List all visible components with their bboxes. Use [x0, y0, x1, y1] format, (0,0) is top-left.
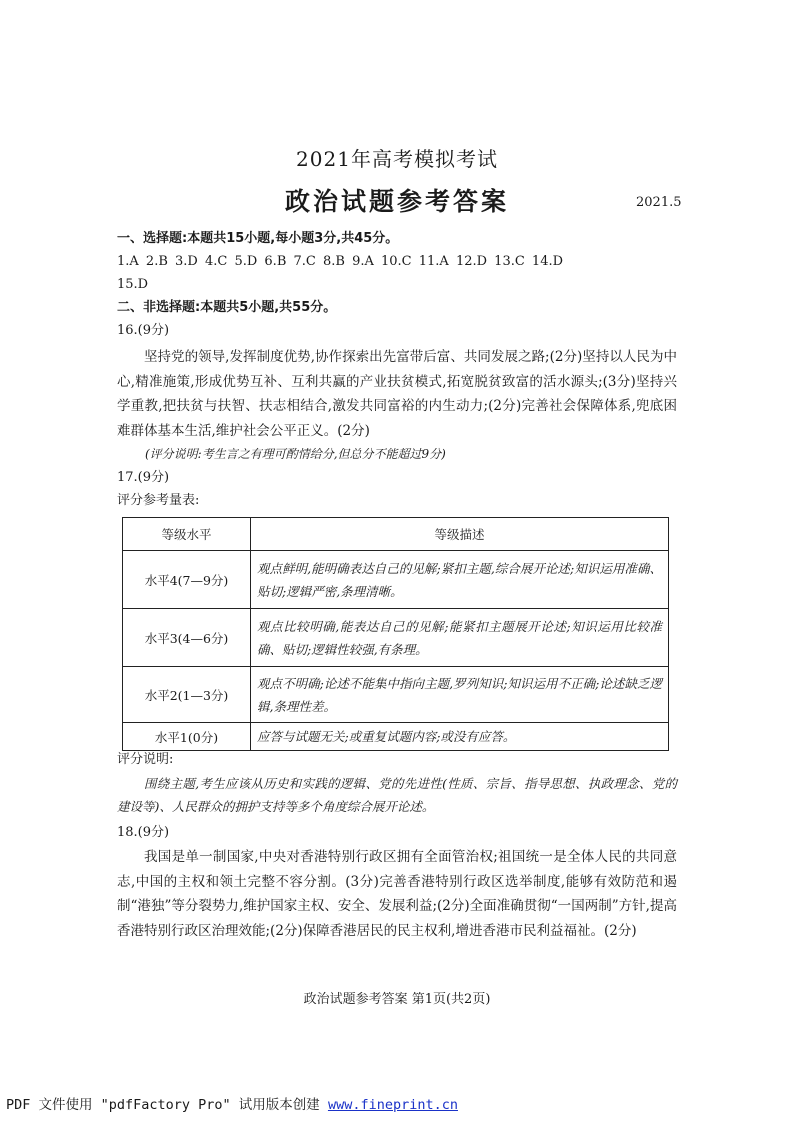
pdf-watermark-text: PDF 文件使用 "pdfFactory Pro" 试用版本创建: [6, 1097, 328, 1113]
q16-scoring-note: (评分说明:考生言之有理可酌情给分,但总分不能超过9分): [145, 447, 446, 461]
section1-heading: 一、选择题:本题共15小题,每小题3分,共45分。: [117, 231, 399, 246]
table-row: [123, 667, 669, 723]
level-cell: 水平4(7—9分): [123, 551, 251, 609]
exam-title: 2021年高考模拟考试: [296, 147, 498, 171]
q18-label: 18.(9分): [117, 825, 170, 840]
document-date: 2021.5: [636, 195, 682, 210]
q16-label: 16.(9分): [117, 323, 170, 338]
q17-scoring-text: 围绕主题,考生应该从历史和实践的逻辑、党的先进性(性质、宗旨、指导思想、执政理念、党的建设等)、人民群众的拥护支持等多个角度综合展开论述。: [117, 776, 677, 814]
page-footer: 政治试题参考答案 第1页(共2页): [303, 992, 491, 1007]
table-row: [123, 551, 669, 609]
mc-answers-line1: 1.A 2.B 3.D 4.C 5.D 6.B 7.C 8.B 9.A 10.C 11.A 12.D 13.C 14.D: [117, 254, 564, 269]
q16-answer: 坚持党的领导,发挥制度优势,协作探索出先富带后富、共同发展之路;(2分)坚持以人民为中心,精准施策,形成优势互补、互利共赢的产业扶贫模式,拓宽脱贫致富的活水源头;(3分)坚持兴学重教,把扶贫与扶智、扶志相结合,激发共同富裕的内生动力;(2分)完善社会保障体系,兜底困难群体基本生活,维护社会公平正义。(2分): [117, 349, 677, 439]
table-row: [123, 723, 669, 751]
q18-answer: 我国是单一制国家,中央对香港特别行政区拥有全面管治权;祖国统一是全体人民的共同意志,中国的主权和领土完整不容分割。(3分)完善香港特别行政区选举制度,能够有效防范和遏制“港独”等分裂势力,维护国家主权、安全、发展利益;(2分)全面准确贯彻“一国两制”方针,提高香港特别行政区治理效能;(2分)保障香港居民的民主权利,增进香港市民利益福祉。(2分): [117, 849, 677, 939]
level-cell: 水平1(0分): [123, 723, 251, 751]
desc-cell: 应答与试题无关;或重复试题内容;或没有应答。: [251, 723, 669, 751]
level-cell: 水平2(1—3分): [123, 667, 251, 723]
q17-label: 17.(9分): [117, 470, 170, 485]
desc-cell: 观点比较明确,能表达自己的见解;能紧扣主题展开论述;知识运用比较准确、贴切;逻辑性较强,有条理。: [251, 609, 669, 667]
mc-answers-line2: 15.D: [117, 277, 149, 292]
table-header-desc: 等级描述: [251, 518, 669, 551]
table-row: [123, 609, 669, 667]
table-header-row: [123, 518, 669, 551]
desc-cell: 观点不明确;论述不能集中指向主题,罗列知识;知识运用不正确;论述缺乏逻辑,条理性差。: [251, 667, 669, 723]
document-title: 政治试题参考答案: [284, 187, 509, 216]
q17-scoring-label: 评分说明:: [117, 752, 174, 767]
section2-heading: 二、非选择题:本题共5小题,共55分。: [117, 300, 337, 315]
desc-cell: 观点鲜明,能明确表达自己的见解;紧扣主题,综合展开论述;知识运用准确、贴切;逻辑严密,条理清晰。: [251, 551, 669, 609]
pdf-watermark: [6, 1093, 458, 1113]
fineprint-link[interactable]: www.fineprint.cn: [327, 1097, 458, 1113]
grading-table: [122, 517, 669, 751]
level-cell: 水平3(4—6分): [123, 609, 251, 667]
table-header-level: 等级水平: [123, 518, 251, 551]
q17-table-title: 评分参考量表:: [117, 493, 200, 508]
